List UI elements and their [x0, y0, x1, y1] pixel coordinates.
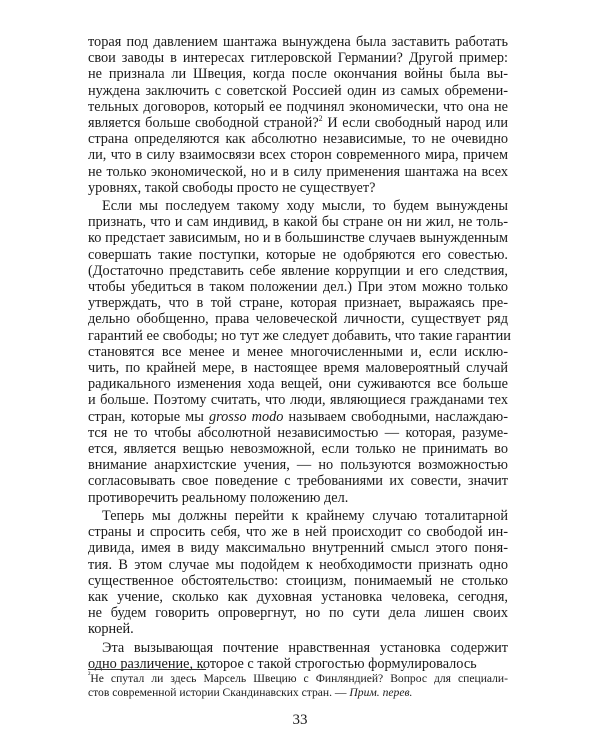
paragraph	[88, 198, 511, 506]
text-line: становятся все менее и менее многочисленными и, если исклю-	[88, 343, 508, 360]
footnote-line-2: стов современной истории Скандинавских стран. — Прим. перев.	[88, 685, 413, 699]
text-line: признать, что и сам индивид, в какой бы стране он ни жил, не толь-	[88, 214, 508, 231]
text-line: ли, что в силу взаимосвязи всех сторон современного мира, причем	[88, 147, 508, 164]
text-line: страна определяются как абсолютно независимые, то не очевидно	[88, 131, 508, 148]
text-line: совершать такие поступки, которые не одобряются его совестью.	[88, 246, 508, 263]
text-line: утверждать, что в той стране, которая признает, выражаясь пре-	[88, 295, 508, 312]
text-line: уровнях, такой свободы просто не существует?	[88, 179, 376, 196]
text-line: дельно обобщенно, права человеческой личности, существует ряд	[88, 311, 508, 328]
text-line: ко предстает зависимым, но и в большинстве случаев вынужденным	[88, 230, 508, 247]
footnote-marker: ²	[88, 670, 91, 680]
text-line: согласовывать свое поведение с требованиями их совести, значит	[88, 473, 508, 490]
text-line: тся не то чтобы абсолютной независимостью — которая, разуме-	[88, 424, 508, 441]
page-number: 33	[292, 712, 308, 728]
text-line: не признала ли Швеция, когда после окончания войны была вы-	[88, 66, 508, 83]
footnote-line-1: $^{^2}$Не спутал ли здесь Марсель Швецию с Финляндией? Вопрос для специали-	[88, 670, 508, 685]
text-line: существенное обстоятельство: стоицизм, понимаемый не столько	[88, 572, 508, 589]
body-text	[88, 34, 511, 672]
text-line: не только экономической, но и в силу применения шантажа на всех	[88, 163, 508, 180]
footnote	[88, 672, 508, 699]
text-line: корней.	[88, 621, 134, 638]
text-line: нуждена заключить с советской Россией один из самых обремени-	[88, 82, 508, 99]
text-line: (Достаточно представить себе явление коррупции и его следствия,	[88, 262, 508, 279]
text-line: является больше свободной страной?$^2$ И если свободный народ или	[88, 114, 508, 132]
text-line: радикального изменения хода вещей, они суживаются все больше	[88, 376, 508, 393]
text-line: Если мы последуем такому ходу мысли, то будем вынуждены	[102, 198, 508, 215]
text-line: не будем говорить опровергнут, но по сути дела лишен своих	[88, 605, 508, 622]
text-line: гарантий ее свободы; но тут же следует добавить, что такие гарантии	[88, 327, 511, 344]
text-line: Эта вызывающая почтение нравственная установка содержит	[102, 639, 508, 656]
text-line: тия. В этом случае мы подойдем к необходимости признать одно	[88, 556, 508, 573]
text-line: как учение, сколько как духовная установка человека, сегодня,	[88, 588, 508, 605]
text-line: стран, которые мы grosso modo называем свободными, наслаждаю-	[88, 408, 508, 425]
text-line: дивида, имея в виду максимально внутренний смысл этого поня-	[88, 540, 508, 557]
text-line: противоречить реальному положению дел.	[88, 489, 349, 506]
text-line: Теперь мы должны перейти к крайнему случаю тоталитарной	[102, 507, 508, 524]
text-line: страны и спросить себя, что же в ней происходит со свободой ин-	[88, 524, 508, 541]
translator-note: Прим. перев.	[349, 685, 413, 699]
text-line: одно различение, которое с такой строгостью формулировалось	[88, 655, 477, 672]
text-line: свои заводы в интересах гитлеровской Германии? Другой пример:	[88, 50, 508, 67]
text-line: ется, является вещью невозможной, если только не принимать во	[88, 441, 508, 458]
text-line: и больше. Поэтому считать, что люди, являющиеся гражданами тех	[88, 392, 508, 409]
text-line: тельных договоров, который ее подчинял экономически, что она не	[88, 98, 508, 115]
text-line: внимание анархистские учения, — но пользуются возможностью	[88, 457, 508, 474]
text-line: чтобы убедиться в таком положении дел.) При этом можно только	[88, 279, 508, 296]
paragraph	[88, 508, 508, 638]
text-line: чить, по крайней мере, в настоящее время маловероятный случай	[88, 360, 508, 377]
paragraph	[88, 34, 508, 196]
text-line: торая под давлением шантажа вынуждена была заставить работать	[88, 34, 508, 50]
paragraph	[88, 640, 508, 672]
footnote-divider	[88, 669, 206, 670]
